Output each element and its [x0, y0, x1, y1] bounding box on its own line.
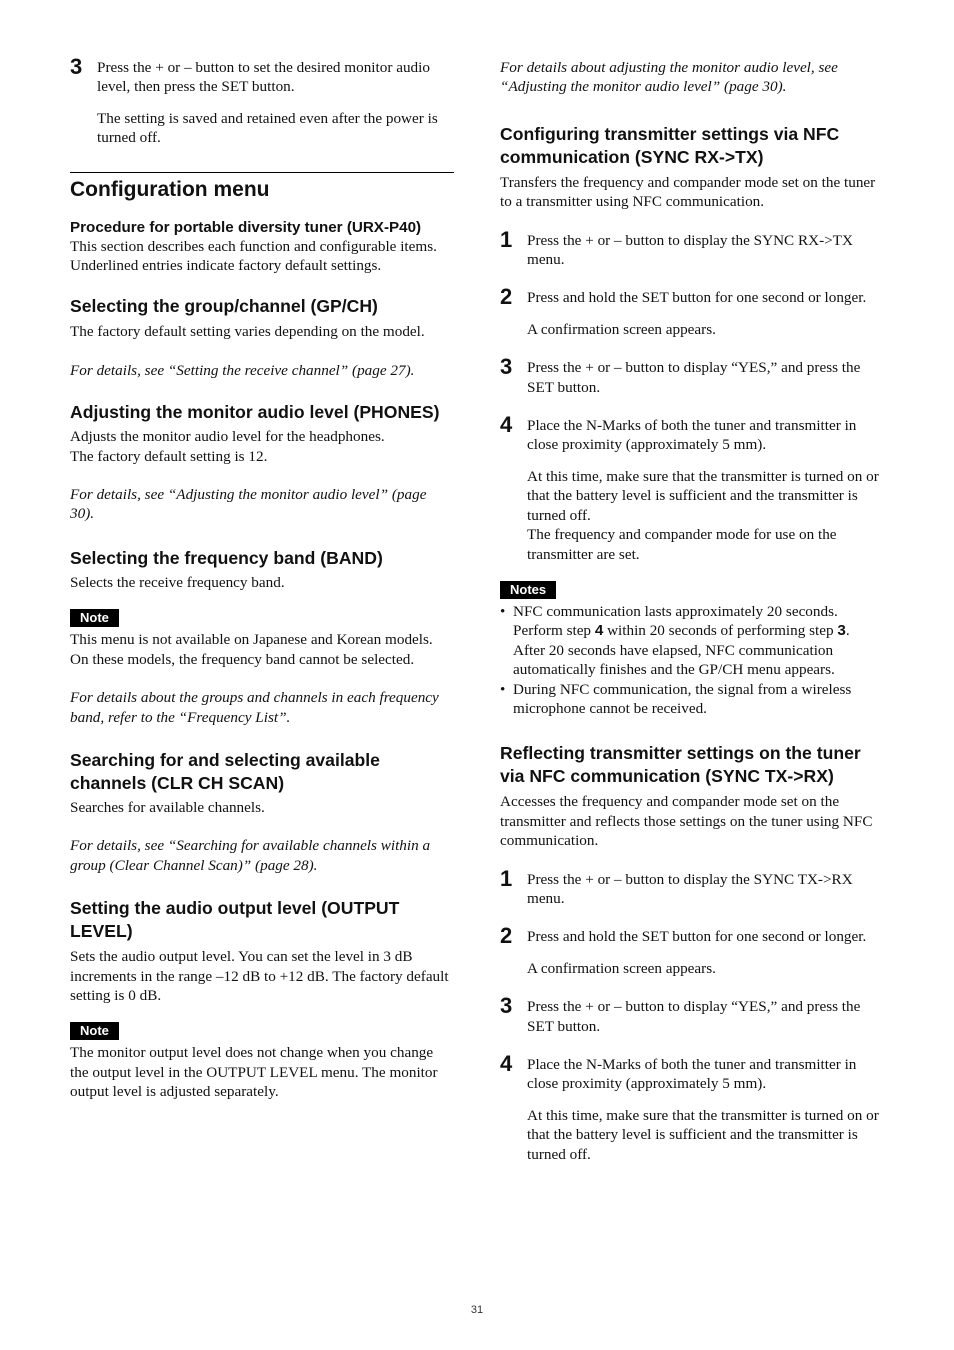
output-level-heading: Setting the audio output level (OUTPUT LEVEL)	[70, 898, 400, 942]
page-number: 31	[470, 1304, 484, 1316]
section-title: Configuration menu	[70, 177, 270, 201]
rx-tx-step-4	[500, 412, 884, 455]
step-number: 3	[500, 993, 513, 1019]
note-label: Note	[70, 1022, 119, 1040]
clr-ch-scan-heading: Searching for and selecting available channels (CLR CH SCAN)	[70, 749, 380, 793]
monitor-audio-reference: For details about adjusting the monitor audio level, see “Adjusting the monitor audio level” (page 30).	[500, 59, 838, 96]
sync-rx-tx-intro: Transfers the frequency and compander mode set on the tuner to a transmitter using NFC communication.	[500, 173, 876, 211]
output-level-text: Sets the audio output level. You can set the level in 3 dB increments in the range –12 dB to +12 dB. The factory default setting is 0 dB.	[70, 948, 449, 1004]
phones-heading: Adjusting the monitor audio level (PHONES)	[70, 402, 440, 423]
step-detail: A confirmation screen appears.	[527, 320, 716, 338]
step-text: Press the + or – button to display the SYNC RX->TX menu.	[527, 231, 853, 269]
step-detail: A confirmation screen appears.	[527, 959, 716, 977]
step-text: Place the N-Marks of both the tuner and transmitter in close proximity (approximately 5 mm).	[527, 1056, 857, 1093]
note-text: within 20 seconds of performing step	[603, 622, 838, 640]
procedure-heading: Procedure for portable diversity tuner (URX-P40)	[70, 218, 422, 236]
step-text: Press the + or – button to set the desired monitor audio level, then press the SET button.	[97, 59, 430, 96]
gp-ch-reference: For details, see “Setting the receive channel” (page 27).	[70, 361, 415, 379]
note-item	[500, 680, 884, 719]
step-3	[70, 54, 454, 97]
rx-tx-step-1	[500, 226, 884, 270]
band-text: Selects the receive frequency band.	[70, 573, 285, 591]
notes-label: Notes	[500, 581, 556, 599]
clr-ch-scan-reference: For details, see “Searching for available channels within a group (Clear Channel Scan)” (page 28).	[70, 837, 431, 874]
phones-text: Adjusts the monitor audio level for the headphones.	[70, 428, 385, 446]
gp-ch-heading: Selecting the group/channel (GP/CH)	[70, 296, 378, 317]
step-detail: At this time, make sure that the transmitter is turned on or that the battery level is sufficient and the transmitter is turned off.	[527, 1106, 879, 1163]
note-item	[500, 602, 884, 680]
step-ref: 3	[837, 622, 846, 640]
phones-reference: For details, see “Adjusting the monitor audio level” (page 30).	[70, 486, 427, 523]
step-text: Press and hold the SET button for one second or longer.	[527, 289, 867, 307]
rx-tx-step-2	[500, 284, 884, 310]
step-detail: At this time, make sure that the transmitter is turned on or that the battery level is sufficient and the transmitter is turned off.	[527, 467, 879, 524]
step-number: 4	[500, 412, 513, 438]
band-reference: For details about the groups and channels in each frequency band, refer to the “Frequency List”.	[70, 689, 439, 726]
step-text: Press the + or – button to display “YES,” and press the SET button.	[527, 998, 861, 1035]
bullet: •	[500, 680, 506, 698]
right-column	[500, 58, 884, 1164]
sync-rx-tx-heading: Configuring transmitter settings via NFC communication (SYNC RX->TX)	[500, 123, 840, 167]
step-number: 1	[500, 226, 513, 252]
sync-tx-rx-intro: Accesses the frequency and compander mode set on the transmitter and reflects those settings on the tuner using NFC communication.	[500, 793, 873, 850]
step-number: 2	[500, 284, 513, 310]
step-text: Place the N-Marks of both the tuner and transmitter in close proximity (approximately 5 mm).	[527, 417, 857, 454]
step-number: 3	[500, 354, 513, 380]
tx-rx-step-4	[500, 1051, 884, 1094]
tx-rx-step-3	[500, 993, 884, 1036]
bullet: •	[500, 602, 506, 620]
note-text: During NFC communication, the signal from a wireless microphone cannot be received.	[513, 680, 852, 717]
step-ref: 4	[594, 622, 604, 640]
step-number: 3	[70, 54, 83, 79]
procedure-text: This section describes each function and configurable items.	[70, 237, 437, 255]
left-column	[70, 54, 454, 1102]
step-number: 2	[500, 923, 513, 949]
step-number: 4	[500, 1051, 513, 1076]
sync-tx-rx-heading: Reflecting transmitter settings on the tuner via NFC communication (SYNC TX->RX)	[500, 743, 861, 787]
phones-text: The factory default setting is 12.	[70, 447, 268, 465]
band-note-text: This menu is not available on Japanese and Korean models. On these models, the frequency band cannot be selected.	[70, 631, 433, 668]
step-text: Press the + or – button to display “YES,” and press the SET button.	[527, 359, 861, 396]
procedure-text: Underlined entries indicate factory default settings.	[70, 257, 382, 275]
band-heading: Selecting the frequency band (BAND)	[70, 547, 383, 568]
step-number: 1	[500, 865, 513, 891]
step-text: Press the + or – button to display the SYNC TX->RX menu.	[527, 870, 853, 907]
note-text: NFC communication lasts approximately 20 seconds. Perform step	[513, 602, 838, 640]
notes-list	[500, 602, 884, 718]
clr-ch-scan-text: Searches for available channels.	[70, 798, 265, 816]
section-divider	[70, 172, 454, 173]
tx-rx-step-2	[500, 923, 884, 949]
step-detail: The setting is saved and retained even after the power is turned off.	[97, 109, 438, 147]
gp-ch-text: The factory default setting varies depending on the model.	[70, 323, 425, 341]
rx-tx-step-3	[500, 354, 884, 397]
tx-rx-step-1	[500, 865, 884, 909]
step-text: Press and hold the SET button for one second or longer.	[527, 928, 867, 946]
output-level-note-text: The monitor output level does not change when you change the output level in the OUTPUT LEVEL menu. The monitor output level is adjusted separately.	[70, 1044, 438, 1101]
step-detail: The frequency and compander mode for use on the transmitter are set.	[527, 526, 837, 563]
note-label: Note	[70, 609, 119, 627]
note-text: . After 20 seconds have elapsed, NFC communication automatically finishes and the GP/CH menu appears.	[513, 622, 850, 679]
